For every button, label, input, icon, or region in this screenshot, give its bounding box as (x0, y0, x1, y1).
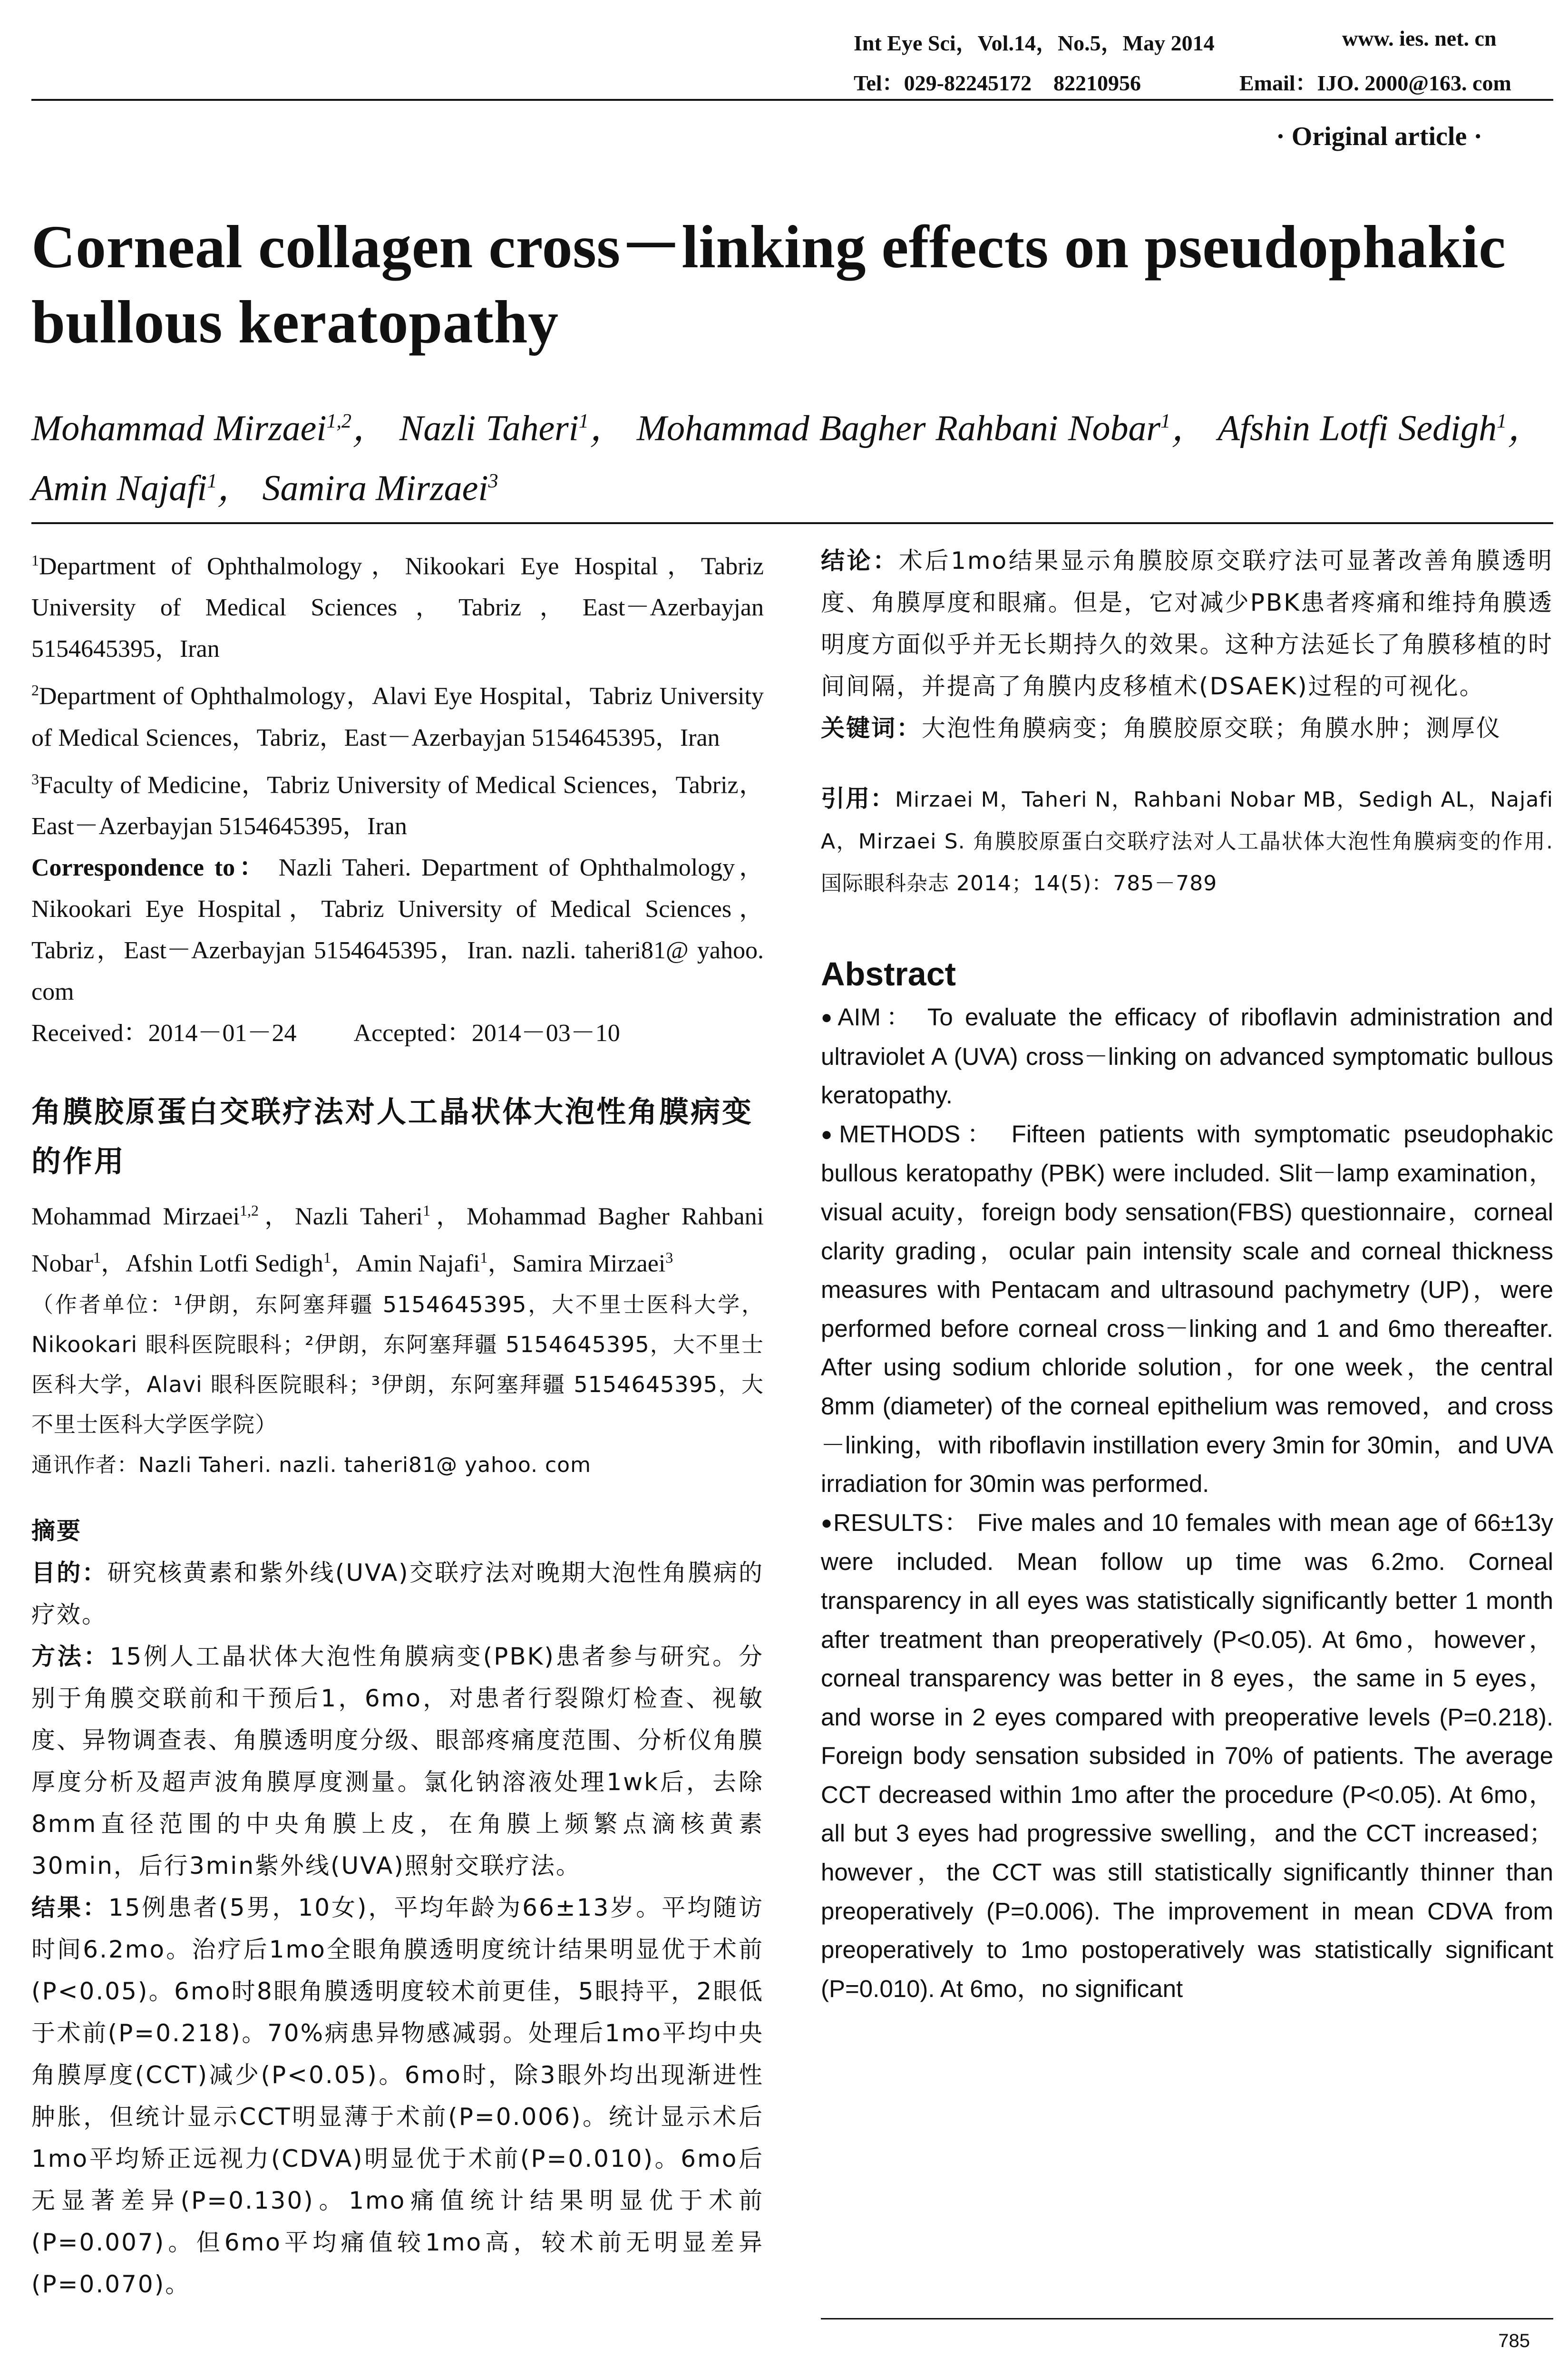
author-sup: 1 (1497, 410, 1507, 432)
right-column (821, 540, 1553, 2008)
cn-title: 角膜胶原蛋白交联疗法对人工晶状体大泡性角膜病变的作用 (31, 1094, 754, 1179)
journal-website: www. ies. net. cn (1342, 26, 1497, 50)
correspondence-label: Correspondence to： (31, 854, 268, 881)
journal-info: Int Eye Sci，Vol.14，No.5，May 2014 (854, 31, 1215, 55)
cn-authors: Mohammad Mirzaei$^{1,2}$，Nazli Taheri$^1$，Mohammad Bagher Rahbani Nobar$^1$，Afshin Lotfi Sedigh$^1$，Amin Najafi$^1$，Samira Mirzaei$^3$ (31, 1201, 764, 1277)
author-name: Nazli Taheri (399, 408, 579, 448)
cn-methods: 方法：15例人工晶状体大泡性角膜病变(PBK)患者参与研究。分别于角膜交联前和干预后1，6mo，对患者行裂隙灯检查、视敏度、异物调查表、角膜透明度分级、眼部疼痛度范围、分析仪角膜厚度分析及超声波角膜厚度测量。氯化钠溶液处理1wk后，去除8mm直径范围的中央角膜上皮，在角膜上频繁点滴核黄素30min，后行3min紫外线(UVA)照射交联疗法。 (31, 1642, 764, 1880)
correspondence (31, 847, 764, 1013)
accepted-date: Accepted：2014－03－10 (353, 1019, 620, 1047)
footer-rule (821, 2318, 1553, 2319)
author-name: Amin Najafi (31, 468, 207, 508)
abstract-heading: Abstract (821, 955, 956, 993)
author-name: Mohammad Mirzaei (31, 408, 327, 448)
author-name: Samira Mirzaei (262, 468, 488, 508)
author-sup: 1 (578, 410, 589, 432)
page-number: 785 (1498, 2330, 1530, 2351)
author-sup: 3 (488, 470, 498, 493)
bullet-icon: ● (821, 1123, 839, 1145)
cn-contact: 通讯作者：Nazli Taheri. nazli. taheri81@ yahoo. com (31, 1452, 591, 1477)
author-list: Mohammad Mirzaei$^{1,2}$， Nazli Taheri$^1$， Mohammad Bagher Rahbani Nobar$^1$， Afshin Lotfi Sedigh$^1$， Amin Najafi$^1$， Samira Mirzaei$^3$ (31, 408, 1544, 508)
affiliation-3: $^3$Faculty of Medicine，Tabriz University of Medical Sciences，Tabriz，East－Azerbayjan 5154645395，Iran (31, 770, 764, 840)
cn-units: （作者单位：¹伊朗，东阿塞拜疆 5154645395，大不里士医科大学，Nikookari 眼科医院眼科；²伊朗，东阿塞拜疆 5154645395，大不里士医科大学，Alavi 眼科医院眼科；³伊朗，东阿塞拜疆 5154645395，大不里士医科大学医学院） (31, 1291, 764, 1437)
cn-purpose: 目的：研究核黄素和紫外线(UVA)交联疗法对晚期大泡性角膜病的疗效。 (31, 1559, 764, 1628)
article-type: · Original article · (1276, 122, 1482, 151)
affiliation-2: $^2$Department of Ophthalmology，Alavi Eye Hospital，Tabriz University of Medical Sciences，Tabriz，East－Azerbayjan 5154645395，Iran (31, 682, 764, 751)
affiliations (31, 540, 764, 1054)
author-sup: 1,2 (326, 410, 351, 432)
author-name: Mohammad Bagher Rahbani Nobar (636, 408, 1161, 448)
header-rule (31, 99, 1553, 101)
abstract-aim: ●AIM： To evaluate the efficacy of riboflavin administration and ultraviolet A (UVA) cross－linking on advanced symptomatic bullous keratopathy. (821, 1003, 1554, 1109)
bullet-icon: ● (821, 1512, 834, 1533)
dates (31, 1013, 764, 1054)
cn-keywords: 关键词：大泡性角膜病变；角膜胶原交联；角膜水肿；测厚仪 (821, 714, 1501, 742)
abstract-results: ●RESULTS： Five males and 10 females with mean age of 66±13y were included. Mean follow up time was 6.2mo. Corneal transparency in all eyes was statistically significantly better 1 month after treatment than preoperatively (P<0.05). At 6mo，however，corneal transparency was better in 8 eyes，the same in 5 eyes，and worse in 2 eyes compared with preoperative levels (P=0.218). Foreign body sensation subsided in 70% of patients. The average CCT decreased within 1mo after the procedure (P<0.05). At 6mo，all but 3 eyes had progressive swelling，and the CCT increased；however，the CCT was still statistically significantly thinner than preoperatively (P=0.006). The improvement in mean CDVA from preoperatively to 1mo postoperatively was statistically significant (P=0.010). At 6mo，no significant (821, 1509, 1553, 2002)
cn-citation: 引用：Mirzaei M，Taheri N，Rahbani Nobar MB，Sedigh AL，Najafi A，Mirzaei S. 角膜胶原蛋白交联疗法对人工晶状体大泡性角膜病变的作用. 国际眼科杂志 2014；14(5)：785－789 (821, 785, 1554, 896)
author-name: Afshin Lotfi Sedigh (1217, 408, 1497, 448)
author-sup: 1 (1160, 410, 1171, 432)
left-column (31, 540, 764, 2305)
cn-abstract-heading: 摘要 (31, 1517, 82, 1545)
bullet-icon: ● (821, 1007, 838, 1028)
title-rule (31, 522, 1553, 524)
journal-email: Email：IJO. 2000@163. com (1239, 71, 1511, 95)
journal-tel: Tel：029-82245172 82210956 (854, 71, 1141, 95)
article-title: Corneal collagen cross－linking effects on pseudophakic bullous keratopathy (31, 213, 1506, 356)
received-date: Received：2014－01－24 (31, 1019, 297, 1047)
correspondence-text: Nazli Taheri. Department of Ophthalmology，Nikookari Eye Hospital，Tabriz University of Medical Sciences，Tabriz，East－Azerbayjan 5154645395，Iran. nazli. taheri81@ yahoo. com (31, 854, 764, 1005)
abstract-methods: ●METHODS： Fifteen patients with symptomatic pseudophakic bullous keratopathy (PBK) were included. Slit－lamp examination，visual acuity，foreign body sensation(FBS) questionnaire，corneal clarity grading，ocular pain intensity scale and corneal thickness measures with Pentacam and ultrasound pachymetry (UP)，were performed before corneal cross－linking and 1 and 6mo thereafter. After using sodium chloride solution，for one week，the central 8mm (diameter) of the corneal epithelium was removed，and cross－linking，with riboflavin instillation every 3min for 30min，and UVA irradiation for 30min was performed. (821, 1120, 1553, 1498)
author-sup: 1 (207, 470, 217, 493)
affiliation-1: $^1$Department of Ophthalmology，Nikookari Eye Hospital，Tabriz University of Medical Sciences，Tabriz，East－Azerbayjan 5154645395，Iran (31, 552, 764, 663)
cn-conclusion: 结论：术后1mo结果显示角膜胶原交联疗法可显著改善角膜透明度、角膜厚度和眼痛。但是，它对减少PBK患者疼痛和维持角膜透明度方面似乎并无长期持久的效果。这种方法延长了角膜移植的时间间隔，并提高了角膜内皮移植术(DSAEK)过程的可视化。 (821, 547, 1554, 700)
cn-results: 结果：15例患者(5男，10女)，平均年龄为66±13岁。平均随访时间6.2mo。治疗后1mo全眼角膜透明度统计结果明显优于术前(P<0.05)。6mo时8眼角膜透明度较术前更佳，5眼持平，2眼低于术前(P=0.218)。70%病患异物感减弱。处理后1mo平均中央角膜厚度(CCT)减少(P<0.05)。6mo时，除3眼外均出现渐进性肿胀，但统计显示CCT明显薄于术前(P=0.006)。统计显示术后1mo平均矫正远视力(CDVA)明显优于术前(P=0.010)。6mo后无显著差异(P=0.130)。1mo痛值统计结果明显优于术前(P=0.007)。但6mo平均痛值较1mo高，较术前无明显差异(P=0.070)。 (31, 1893, 764, 2298)
